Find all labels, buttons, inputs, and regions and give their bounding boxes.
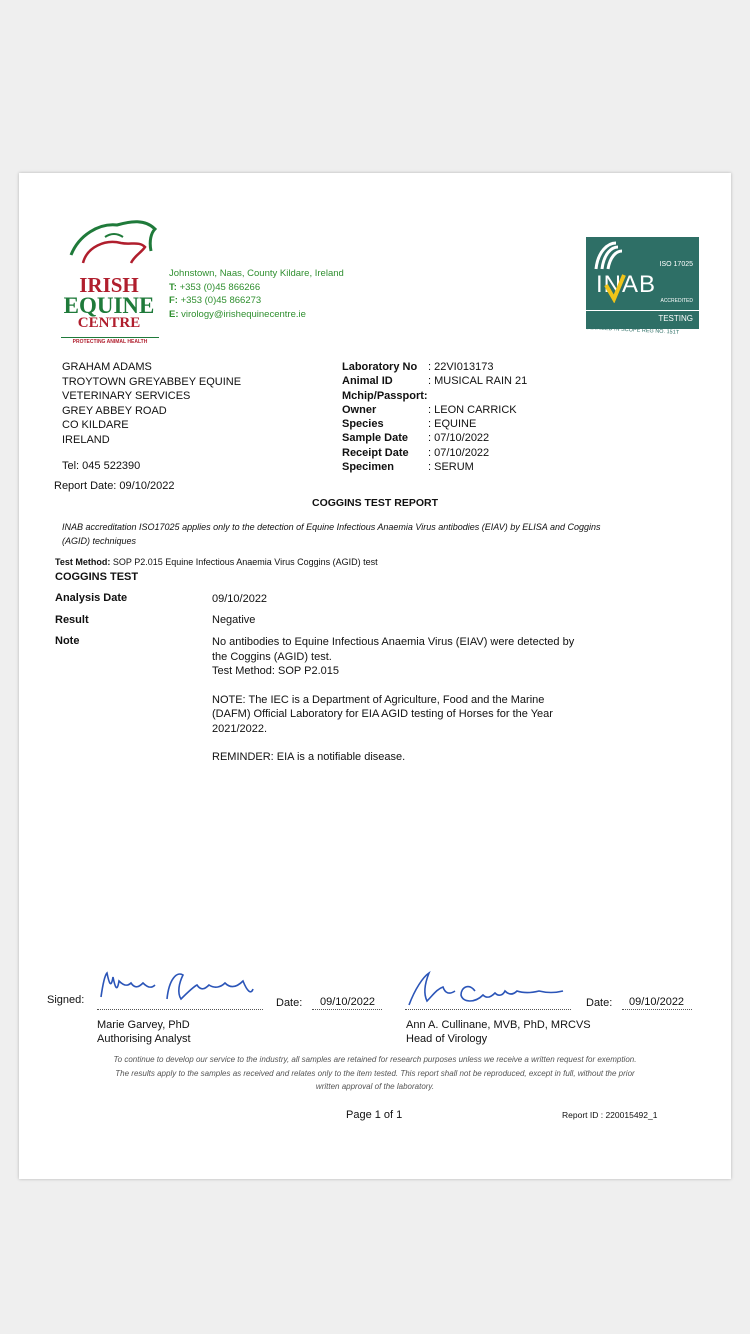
inab-name: INAB — [596, 271, 657, 298]
date-line-1 — [312, 1009, 382, 1010]
sample-field-label: Owner — [342, 403, 377, 416]
sample-field-value: : LEON CARRICK — [428, 403, 517, 416]
signature-marie-garvey — [97, 969, 257, 1007]
footer-line: The results apply to the samples as received and relates only to the item tested. This report shall not be reproduced, except in full, without the prior — [115, 1068, 635, 1078]
logo-line-1: IRISH — [79, 273, 139, 297]
date-label-1: Date: — [276, 997, 303, 1009]
inab-testing: TESTING — [658, 314, 693, 323]
signatory-2-role: Head of Virology — [406, 1033, 488, 1045]
logo-line-2: EQUINE — [63, 293, 155, 318]
report-date: Report Date: 09/10/2022 — [54, 480, 175, 492]
horse-logo-icon — [65, 211, 159, 271]
sample-field-value: : 22VI013173 — [428, 361, 494, 373]
logo-line-3: CENTRE — [77, 315, 141, 331]
contact-fax: +353 (0)45 866273 — [180, 295, 262, 306]
sample-field-label: Species — [342, 418, 384, 431]
signatory-1-name: Marie Garvey, PhD — [97, 1019, 190, 1031]
note-p2-line: (DAFM) Official Laboratory for EIA AGID testing of Horses for the Year — [212, 708, 553, 720]
note-p1-line: No antibodies to Equine Infectious Anaemia Virus (EIAV) were detected by — [212, 636, 575, 648]
note-text — [212, 635, 612, 765]
date-value-2: 09/10/2022 — [629, 996, 685, 1008]
fax-label: F: — [169, 295, 178, 306]
page-number: Page 1 of 1 — [346, 1109, 403, 1121]
result-label: Result — [55, 614, 89, 626]
contact-address: Johnstown, Naas, County Kildare, Ireland — [169, 268, 344, 279]
inab-scope: DETAILED IN SCOPE REG NO. 151T — [585, 324, 680, 336]
footer-disclaimer — [59, 1053, 691, 1094]
sample-field-row — [342, 360, 527, 374]
inab-arc-icon — [594, 241, 634, 271]
report-title: COGGINS TEST REPORT — [311, 497, 438, 509]
inab-badge — [586, 237, 699, 329]
signed-label: Signed: — [47, 994, 85, 1006]
checkmark-icon — [604, 273, 626, 303]
note-p2-line: 2021/2022. — [212, 722, 268, 735]
footer-line: written approval of the laboratory. — [315, 1082, 435, 1091]
recipient-line: TROYTOWN GREYABBEY EQUINE — [62, 375, 242, 388]
test-method-line — [55, 557, 378, 567]
note-p2-line: NOTE: The IEC is a Department of Agriculture, Food and the Marine — [212, 693, 545, 706]
inab-divider — [586, 310, 699, 311]
sample-field-row — [342, 403, 527, 417]
recipient-line: VETERINARY SERVICES — [62, 390, 191, 402]
sample-field-row — [342, 431, 527, 445]
signatory-1-role: Authorising Analyst — [97, 1033, 191, 1045]
analysis-date-label: Analysis Date — [55, 592, 128, 604]
sample-field-value: : 07/10/2022 — [428, 432, 490, 445]
recipient-line: CO KILDARE — [62, 419, 129, 431]
recipient-line: GREY ABBEY ROAD — [62, 404, 167, 417]
note-reminder: REMINDER: EIA is a notifiable disease. — [212, 751, 406, 763]
test-method-label: Test Method: — [55, 557, 111, 567]
logo-tagline: PROTECTING ANIMAL HEALTH — [61, 337, 159, 345]
report-page — [19, 173, 731, 1179]
email-label: E: — [169, 308, 179, 320]
signatory-2-name: Ann A. Cullinane, MVB, PhD, MRCVS — [406, 1019, 591, 1031]
signature-ann-cullinane — [405, 969, 575, 1009]
accreditation-note: INAB accreditation ISO17025 applies only to the detection of Equine Infectious Anaemia Virus antibodies (EIAV) by ELISA and Coggins (AGID) techniques — [62, 522, 601, 546]
sample-field-row — [342, 460, 527, 474]
sample-field-row — [342, 446, 527, 460]
footer-line: To continue to develop our service to the industry, all samples are retained for research purposes unless we receive a written request for exemption. — [113, 1055, 637, 1064]
sample-field-value: : 07/10/2022 — [428, 446, 490, 459]
sample-field-row — [342, 417, 527, 431]
sample-field-row — [342, 389, 527, 403]
phone-label: T: — [169, 281, 177, 293]
recipient-line: GRAHAM ADAMS — [62, 361, 152, 373]
date-line-2 — [622, 1009, 692, 1010]
analysis-date-value: 09/10/2022 — [212, 593, 268, 605]
sample-field-label: Animal ID — [342, 375, 393, 388]
sample-field-label: Sample Date — [342, 432, 409, 445]
inab-accredited: ACCREDITED — [660, 298, 693, 304]
signature-line-2 — [405, 1009, 571, 1010]
sample-field-label: Receipt Date — [342, 446, 409, 459]
recipient-line: IRELAND — [62, 433, 110, 446]
sample-field-value: : EQUINE — [428, 418, 477, 431]
date-label-2: Date: — [586, 997, 613, 1009]
report-id: Report ID : 220015492_1 — [562, 1110, 658, 1120]
sample-info — [342, 360, 527, 474]
sample-field-label: Laboratory No — [342, 361, 418, 373]
contact-email: virology@irishequinecentre.ie — [181, 308, 306, 320]
section-title: COGGINS TEST — [55, 571, 139, 583]
sample-field-value: : MUSICAL RAIN 21 — [428, 375, 528, 388]
result-value: Negative — [212, 614, 256, 626]
date-value-1: 09/10/2022 — [320, 996, 376, 1008]
recipient-block — [62, 360, 241, 447]
test-method-value: SOP P2.015 Equine Infectious Anaemia Virus Coggins (AGID) test — [112, 557, 378, 567]
contact-block — [169, 267, 344, 321]
inab-iso: ISO 17025 — [659, 261, 693, 268]
signature-line-1 — [97, 1009, 263, 1010]
note-p1-line: Test Method: SOP P2.015 — [212, 665, 339, 677]
note-label: Note — [55, 635, 80, 647]
recipient-tel: Tel: 045 522390 — [62, 460, 141, 472]
sample-field-value: : SERUM — [428, 461, 474, 474]
sample-field-row — [342, 374, 527, 388]
sample-field-label: Mchip/Passport: — [342, 389, 428, 402]
sample-field-label: Specimen — [342, 461, 394, 474]
contact-phone: +353 (0)45 866266 — [179, 281, 261, 293]
note-p1-line: the Coggins (AGID) test. — [212, 650, 332, 663]
